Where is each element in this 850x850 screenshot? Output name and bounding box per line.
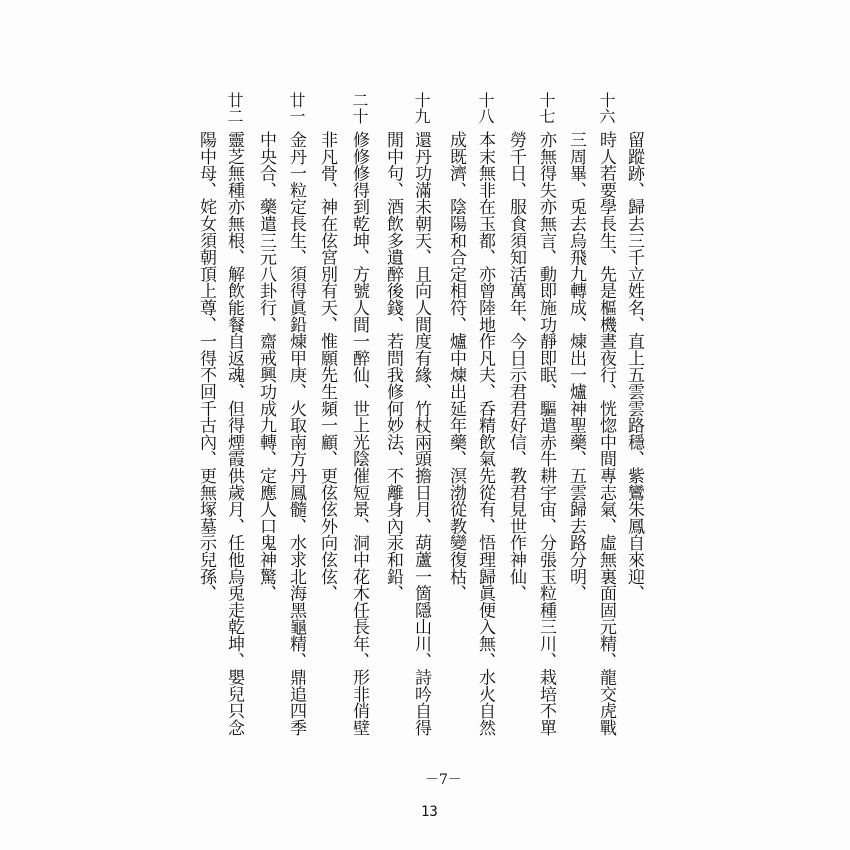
verse-number: 十六: [597, 92, 616, 124]
verse-line: 非凡骨、神在伭宮別有天、惟願先生頻一顧、更伭伭外向伭伭、: [317, 131, 337, 602]
verse-line: 本末無非在玉都、亦曾陸地作凡夫、呑精飲氣先從有、悟理歸眞便入無、水火自然: [475, 131, 495, 736]
verse-number: 廿二: [225, 92, 244, 124]
verse-line: 修修修得到乾坤、方號人間一醉仙、世上光陰催短景、洞中花木任長年、形非俏壁: [349, 131, 369, 736]
verse-line: 三周畢、兎去烏飛九轉成、煉出一爐神聖藥、五雲歸去路分明、: [566, 131, 586, 602]
verse-line: 陽中母、姹女須朝頂上尊、一得不回千古內、更無塚墓示兒孫、: [196, 131, 216, 602]
verse-line: 勞千日、服食須知活萬年、今日示君君好信、教君見世作神仙、: [506, 131, 526, 602]
verse-number: 十九: [412, 92, 431, 124]
verse-line: 亦無得失亦無言、動即施功靜即眠、驅遣赤牛耕宇宙、分張玉粒種三川、栽培不單: [536, 131, 556, 736]
verse-line: 成既濟、陰陽和合定相符、爐中煉出延年藥、溟渤從教變復枯、: [446, 131, 466, 602]
verse-line: 閒中句、酒飲多遺醉後錢、若問我修何妙法、不離身內汞和鉛、: [383, 131, 403, 602]
verse-number: 二十: [350, 92, 369, 124]
verse-line: 還丹功滿未朝天、且向人間度有緣、竹杖兩頭擔日月、葫蘆一箇隱山川、詩吟自得: [411, 131, 431, 736]
verse-line: 金丹一粒定長生、須得眞鉛煉甲庚、火取南方丹鳳髓、水求北海黑龜精、鼎追四季: [286, 131, 306, 736]
page-label: －7－: [425, 772, 462, 788]
verse-continuation: 留蹤跡、歸去三千立姓名、直上五雲雲路穩、紫鸞朱鳳自來迎、: [624, 131, 644, 602]
verse-line: 靈芝無種亦無根、解飲能餐自返魂、但得煙霞供歲月、任他烏兎走乾坤、嬰兒只念: [224, 131, 244, 736]
verse-number: 十八: [476, 92, 495, 124]
page-number: 13: [421, 804, 438, 820]
verse-line: 中央合、藥遣三元八卦行、齋戒興功成九轉、定應人口鬼神驚、: [256, 131, 276, 602]
verse-number: 廿一: [287, 92, 306, 124]
verse-line: 時人若要學長生、先是樞機晝夜行、恍惚中間專志氣、虛無裏面固元精、龍交虎戰: [596, 131, 616, 736]
verse-number: 十七: [537, 92, 556, 124]
